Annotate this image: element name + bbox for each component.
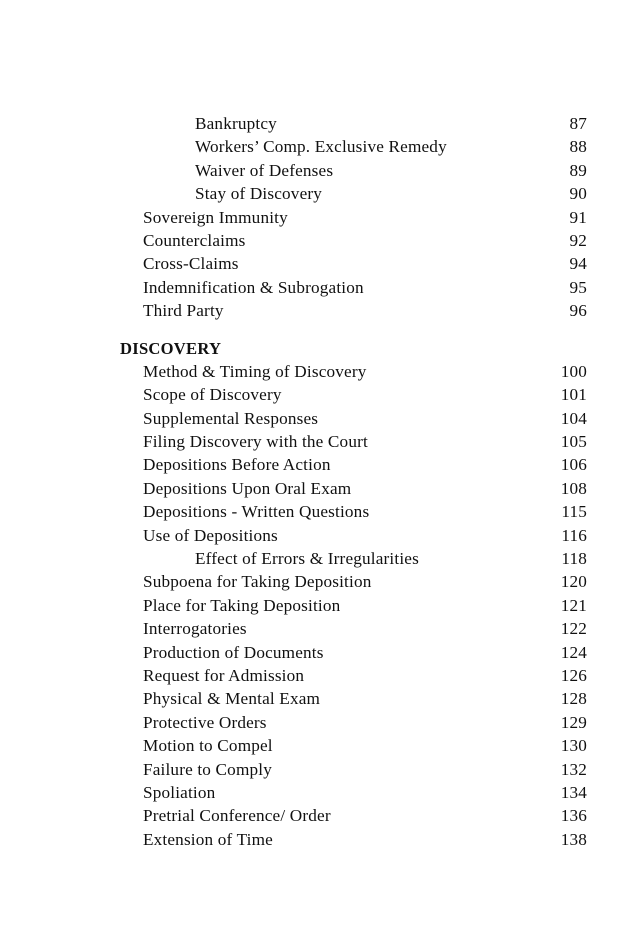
toc-entry-title: Counterclaims	[143, 230, 246, 250]
toc-entry[interactable]	[0, 453, 620, 476]
toc-entry-page-number: 87	[569, 114, 587, 133]
toc-entry-page-number: 106	[560, 455, 587, 475]
toc-entry-title: Waiver of Defenses	[195, 160, 334, 180]
toc-entry[interactable]	[0, 711, 620, 734]
toc-entry[interactable]	[0, 734, 620, 757]
toc-entry-title: Supplemental Responses	[143, 408, 319, 428]
toc-entry-page-number: 96	[569, 301, 587, 321]
toc-entry[interactable]	[0, 664, 620, 687]
toc-entry-title: Failure to Comply	[143, 759, 272, 779]
toc-entry-page-number: 108	[560, 478, 587, 498]
toc-entry-title: Stay of Discovery	[195, 184, 323, 204]
toc-entry[interactable]	[0, 430, 620, 453]
toc-entry-title: Extension of Time	[143, 829, 273, 849]
toc-entry-title: Physical & Mental Exam	[143, 689, 321, 709]
toc-entry[interactable]	[0, 276, 620, 299]
toc-entry-page-number: 124	[560, 642, 587, 662]
toc-entry[interactable]	[0, 758, 620, 781]
toc-entry-title: Cross-Claims	[143, 254, 239, 274]
toc-entry-title: Production of Documents	[143, 642, 324, 662]
toc-entry[interactable]	[0, 524, 620, 547]
toc-entry-title: Sovereign Immunity	[143, 207, 288, 227]
toc-entry-title: Depositions Upon Oral Exam	[143, 478, 352, 498]
toc-entry-page-number: 130	[560, 736, 587, 756]
table-of-contents-list	[0, 112, 620, 851]
toc-entry[interactable]	[0, 229, 620, 252]
toc-entry-page-number: 88	[569, 137, 587, 157]
toc-entry-page-number: 120	[560, 572, 587, 592]
toc-entry-page-number: 126	[560, 665, 587, 685]
toc-entry[interactable]	[0, 477, 620, 500]
toc-entry[interactable]	[0, 500, 620, 523]
toc-entry[interactable]	[0, 299, 620, 322]
toc-entry-page-number: 116	[561, 525, 587, 545]
toc-entry-page-number: 91	[569, 207, 587, 227]
toc-section-heading: DISCOVERY	[120, 338, 222, 358]
toc-entry-title: Use of Depositions	[143, 525, 278, 545]
toc-entry-page-number: 94	[569, 254, 587, 274]
toc-entry[interactable]	[0, 360, 620, 383]
toc-entry-page-number: 104	[560, 408, 587, 428]
toc-entry-page-number: 90	[569, 184, 587, 204]
toc-entry[interactable]	[0, 781, 620, 804]
toc-entry[interactable]	[0, 594, 620, 617]
toc-entry-page-number: 118	[561, 549, 587, 569]
toc-entry-title: Workers’ Comp. Exclusive Remedy	[195, 137, 447, 157]
toc-entry[interactable]	[0, 252, 620, 275]
toc-entry-page-number: 122	[560, 619, 587, 639]
toc-entry-title: Subpoena for Taking Deposition	[143, 572, 372, 592]
toc-entry-page-number: 115	[561, 502, 587, 522]
toc-entry-page-number: 129	[560, 712, 587, 732]
toc-entry-title: Depositions Before Action	[143, 455, 331, 475]
toc-entry-title: Method & Timing of Discovery	[143, 361, 367, 381]
toc-entry[interactable]	[0, 182, 620, 205]
toc-entry[interactable]	[0, 547, 620, 570]
toc-entry[interactable]	[0, 112, 620, 135]
toc-entry-title: Pretrial Conference/ Order	[143, 806, 331, 826]
toc-entry[interactable]	[0, 641, 620, 664]
toc-entry-page-number: 105	[560, 432, 587, 452]
toc-entry-page-number: 138	[560, 829, 587, 849]
toc-entry-title: Motion to Compel	[143, 736, 273, 756]
toc-entry-title: Place for Taking Deposition	[143, 595, 341, 615]
toc-entry-page-number: 95	[569, 277, 587, 297]
toc-entry-title: Protective Orders	[143, 712, 267, 732]
toc-entry-title: Scope of Discovery	[143, 385, 282, 405]
toc-entry-page-number: 136	[560, 806, 587, 826]
toc-entry[interactable]	[0, 407, 620, 430]
toc-entry[interactable]	[0, 687, 620, 710]
toc-entry[interactable]	[0, 159, 620, 182]
toc-entry-title: Depositions - Written Questions	[143, 502, 370, 522]
toc-entry-page-number: 92	[569, 230, 587, 250]
toc-entry-page-number: 89	[569, 160, 587, 180]
toc-entry-page-number: 121	[560, 595, 587, 615]
toc-entry-page-number: 132	[560, 759, 587, 779]
toc-entry[interactable]	[0, 135, 620, 158]
toc-entry-title: Bankruptcy	[195, 114, 277, 133]
toc-entry-title: Filing Discovery with the Court	[143, 432, 368, 452]
toc-entry-title: Spoliation	[143, 782, 216, 802]
toc-entry[interactable]	[0, 570, 620, 593]
toc-entry-title: Interrogatories	[143, 619, 247, 639]
toc-entry-page-number: 128	[560, 689, 587, 709]
toc-entry-title: Indemnification & Subrogation	[143, 277, 364, 297]
toc-entry[interactable]	[0, 804, 620, 827]
toc-entry[interactable]	[0, 383, 620, 406]
toc-entry-title: Effect of Errors & Irregularities	[195, 549, 419, 569]
toc-entry-page-number: 101	[560, 385, 587, 405]
toc-entry-title: Request for Admission	[143, 665, 305, 685]
toc-entry-page-number: 134	[560, 782, 587, 802]
toc-entry-page-number: 100	[560, 361, 587, 381]
toc-entry-title: Third Party	[143, 301, 224, 321]
toc-entry[interactable]	[0, 617, 620, 640]
toc-entry[interactable]	[0, 206, 620, 229]
toc-entry[interactable]	[0, 828, 620, 851]
